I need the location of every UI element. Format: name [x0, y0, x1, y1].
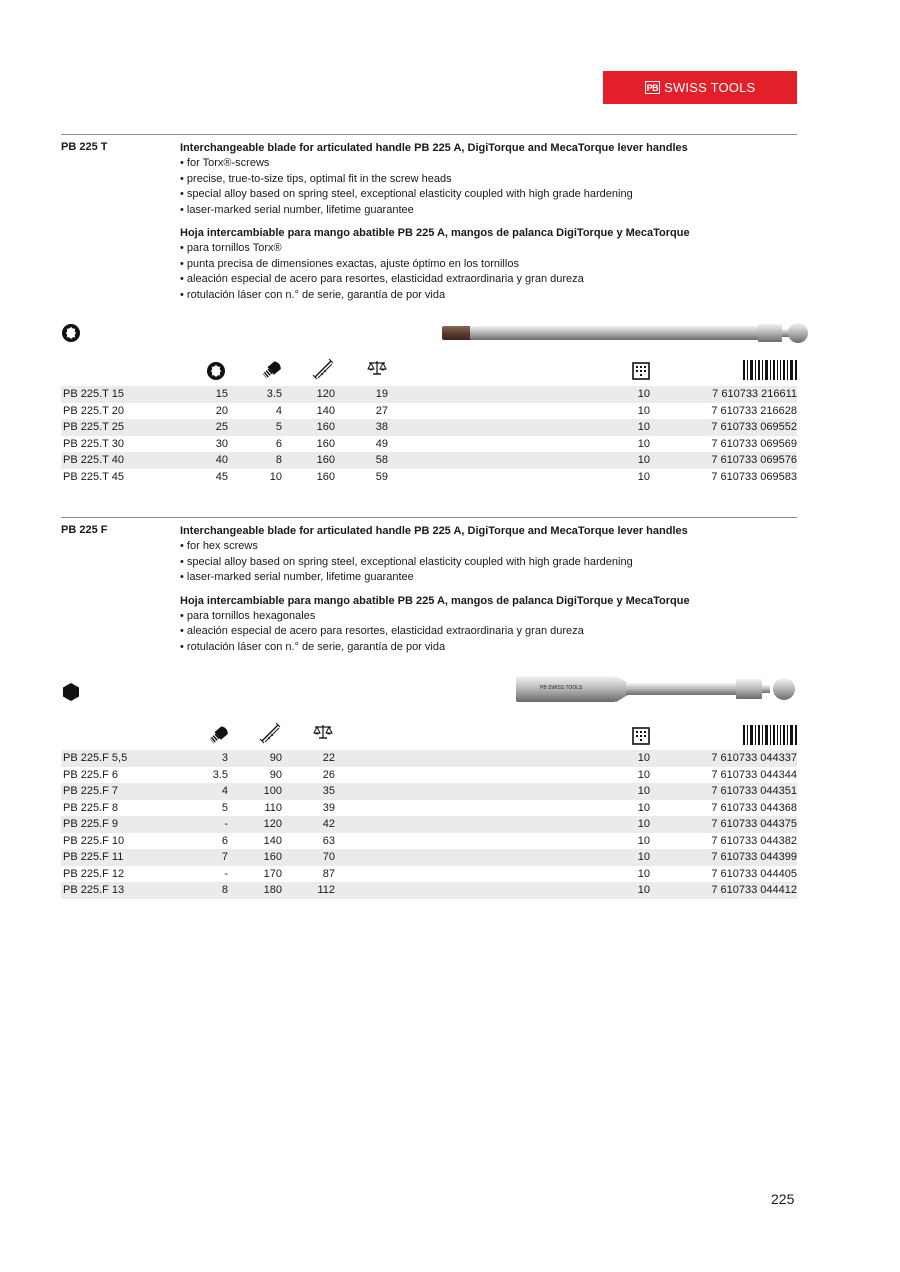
weight-cell: 26 — [322, 768, 335, 781]
ean-cell: 7 610733 069576 — [650, 452, 797, 469]
ean-cell: 7 610733 044412 — [650, 882, 797, 899]
screw-cell: 5 — [228, 419, 282, 436]
ean-cell: 7 610733 069552 — [650, 419, 797, 436]
screw-cell: 8 — [172, 882, 228, 899]
description-heading-en: Interchangeable blade for articulated handle PB 225 A, DigiTorque and MecaTorque lever handles — [180, 142, 688, 154]
product-table-f — [61, 750, 797, 899]
weight-cell: 112 — [282, 882, 335, 899]
torx-size-icon — [206, 361, 226, 381]
description-bullet: • aleación especial de acero para resortes, elasticidad extraordinaria y gran dureza — [180, 624, 690, 639]
ean-cell: 7 610733 044405 — [711, 867, 797, 880]
barcode-icon — [743, 725, 797, 745]
ean-cell: 7 610733 044375 — [650, 816, 797, 833]
ref-cell: PB 225.T 40 — [61, 452, 172, 469]
table-row — [61, 833, 797, 850]
weight-cell: 58 — [335, 452, 388, 469]
length-cell: 90 — [269, 768, 282, 781]
ref-cell: PB 225.F 13 — [61, 882, 172, 899]
ref-cell: PB 225.F 7 — [61, 783, 172, 800]
weight-cell: 42 — [282, 816, 335, 833]
weight-cell: 70 — [282, 849, 335, 866]
description-bullet: • laser-marked serial number, lifetime guarantee — [180, 570, 690, 585]
brand-logo-text: SWISS TOOLS — [664, 80, 756, 95]
ref-cell: PB 225.F 5,5 — [61, 750, 172, 767]
product-description — [180, 524, 690, 655]
length-cell: 160 — [282, 452, 335, 469]
ref-cell: PB 225.T 30 — [63, 437, 124, 450]
ean-cell: 7 610733 069569 — [711, 437, 797, 450]
weight-cell: 22 — [282, 750, 335, 767]
table-row — [61, 419, 797, 436]
length-cell: 120 — [282, 386, 335, 403]
table-row — [61, 386, 797, 403]
screw-cell: 6 — [275, 437, 282, 450]
length-cell: 120 — [228, 816, 282, 833]
table-row — [61, 767, 797, 784]
ean-cell: 7 610733 216611 — [650, 386, 797, 403]
screw-cell: - — [224, 867, 228, 880]
qty-cell: 10 — [637, 404, 650, 417]
weight-cell: 63 — [322, 834, 335, 847]
ref-cell: PB 225.T 45 — [63, 470, 124, 483]
ref-cell: PB 225.F 11 — [61, 849, 172, 866]
description-bullet: • para tornillos Torx® — [180, 241, 690, 256]
qty-cell: 10 — [637, 834, 650, 847]
table-row — [61, 816, 797, 833]
screw-cell: 3.5 — [212, 768, 228, 781]
size-cell: 40 — [172, 452, 228, 469]
size-cell: 25 — [172, 419, 228, 436]
description-heading-es: Hoja intercambiable para mango abatible PB 225 A, mangos de palanca DigiTorque y MecaTorque — [180, 594, 690, 607]
pack-quantity-icon — [632, 362, 650, 380]
description-bullet: • special alloy based on spring steel, exceptional elasticity coupled with high grade hardening — [180, 555, 690, 570]
tool-marking: PB SWISS TOOLS — [540, 685, 583, 691]
qty-cell: 10 — [335, 750, 650, 767]
product-description — [180, 141, 690, 303]
ean-cell: 7 610733 044344 — [711, 768, 797, 781]
screw-cell: 8 — [228, 452, 282, 469]
length-cell: 160 — [228, 849, 282, 866]
weight-cell: 87 — [322, 867, 335, 880]
qty-cell: 10 — [637, 768, 650, 781]
section-pb225f — [61, 517, 797, 653]
screw-cell: 4 — [275, 404, 282, 417]
ref-cell: PB 225.F 10 — [63, 834, 125, 847]
ean-cell: 7 610733 044382 — [711, 834, 797, 847]
weight-cell: 35 — [282, 783, 335, 800]
table-row — [61, 403, 797, 420]
section-pb225t — [61, 134, 797, 301]
length-cell: 100 — [228, 783, 282, 800]
table-row — [61, 469, 797, 486]
table-row — [61, 800, 797, 817]
brand-logo-pb: PB — [646, 82, 659, 93]
screw-cell: 3.5 — [228, 386, 282, 403]
size-cell: 45 — [215, 470, 228, 483]
weight-icon — [367, 360, 387, 376]
description-bullet: • for Torx®-screws — [180, 156, 690, 171]
product-table-t — [61, 386, 797, 485]
length-cell: 180 — [228, 882, 282, 899]
screw-icon — [206, 723, 234, 745]
ref-cell: PB 225.F 8 — [63, 801, 119, 814]
weight-icon — [313, 724, 333, 740]
qty-cell: 10 — [335, 783, 650, 800]
qty-cell: 10 — [637, 437, 650, 450]
ean-cell: 7 610733 044399 — [650, 849, 797, 866]
size-cell: 30 — [215, 437, 228, 450]
table-row — [61, 882, 797, 899]
qty-cell: 10 — [335, 816, 650, 833]
weight-cell: 39 — [322, 801, 335, 814]
weight-cell: 27 — [375, 404, 388, 417]
table-row — [61, 436, 797, 453]
weight-cell: 49 — [375, 437, 388, 450]
description-bullet: • precise, true-to-size tips, optimal fit in the screw heads — [180, 172, 690, 187]
weight-cell: 59 — [375, 470, 388, 483]
product-code: PB 225 F — [61, 524, 108, 536]
ref-cell: PB 225.F 6 — [63, 768, 119, 781]
length-cell: 170 — [263, 867, 282, 880]
table-row — [61, 783, 797, 800]
weight-cell: 19 — [335, 386, 388, 403]
length-icon — [312, 358, 334, 380]
ref-cell: PB 225.F 12 — [63, 867, 125, 880]
pack-quantity-icon — [632, 727, 650, 745]
length-cell: 160 — [316, 470, 335, 483]
table-row — [61, 866, 797, 883]
table-row — [61, 452, 797, 469]
description-bullet: • punta precisa de dimensiones exactas, ajuste óptimo en los tornillos — [180, 257, 690, 272]
screw-cell: 6 — [221, 834, 228, 847]
screw-icon — [259, 358, 287, 380]
torx-icon — [61, 323, 81, 343]
hex-icon — [61, 682, 81, 702]
qty-cell: 10 — [637, 470, 650, 483]
screw-cell: 7 — [172, 849, 228, 866]
length-cell: 110 — [264, 801, 282, 814]
qty-cell: 10 — [335, 882, 650, 899]
page-number: 225 — [771, 1191, 795, 1207]
screw-cell: 3 — [172, 750, 228, 767]
length-icon — [259, 722, 281, 744]
description-bullet: • for hex screws — [180, 539, 690, 554]
screw-cell: 10 — [269, 470, 282, 483]
screw-cell: - — [172, 816, 228, 833]
ref-cell: PB 225.T 20 — [63, 404, 124, 417]
description-heading-es: Hoja intercambiable para mango abatible PB 225 A, mangos de palanca DigiTorque y MecaTorque — [180, 227, 690, 240]
ean-cell: 7 610733 216628 — [711, 404, 797, 417]
table-row — [61, 750, 797, 767]
screw-cell: 5 — [221, 801, 228, 814]
size-cell: 20 — [215, 404, 228, 417]
description-bullet: • para tornillos hexagonales — [180, 609, 690, 624]
length-cell: 140 — [316, 404, 335, 417]
length-cell: 90 — [228, 750, 282, 767]
weight-cell: 38 — [335, 419, 388, 436]
description-bullet: • laser-marked serial number, lifetime guarantee — [180, 203, 690, 218]
length-cell: 160 — [316, 437, 335, 450]
qty-cell: 10 — [637, 801, 650, 814]
qty-cell: 10 — [388, 419, 650, 436]
qty-cell: 10 — [388, 386, 650, 403]
torx-blade-image — [440, 320, 810, 346]
ref-cell: PB 225.T 15 — [61, 386, 172, 403]
hex-blade-image — [514, 674, 800, 704]
table-row — [61, 849, 797, 866]
length-cell: 140 — [263, 834, 282, 847]
description-heading-en: Interchangeable blade for articulated handle PB 225 A, DigiTorque and MecaTorque lever handles — [180, 525, 688, 537]
barcode-icon — [743, 360, 797, 380]
qty-cell: 10 — [637, 867, 650, 880]
ean-cell: 7 610733 044337 — [650, 750, 797, 767]
screw-cell: 4 — [172, 783, 228, 800]
description-bullet: • rotulación láser con n.° de serie, garantía de por vida — [180, 288, 690, 303]
ean-cell: 7 610733 069583 — [711, 470, 797, 483]
description-bullet: • rotulación láser con n.° de serie, garantía de por vida — [180, 640, 690, 655]
ean-cell: 7 610733 044351 — [650, 783, 797, 800]
size-cell: 15 — [172, 386, 228, 403]
length-cell: 160 — [282, 419, 335, 436]
product-code: PB 225 T — [61, 141, 108, 153]
ean-cell: 7 610733 044368 — [711, 801, 797, 814]
description-bullet: • special alloy based on spring steel, exceptional elasticity coupled with high grade hardening — [180, 187, 690, 202]
description-bullet: • aleación especial de acero para resortes, elasticidad extraordinaria y gran dureza — [180, 272, 690, 287]
ref-cell: PB 225.T 25 — [61, 419, 172, 436]
brand-logo — [603, 71, 797, 104]
ref-cell: PB 225.F 9 — [61, 816, 172, 833]
qty-cell: 10 — [388, 452, 650, 469]
qty-cell: 10 — [335, 849, 650, 866]
